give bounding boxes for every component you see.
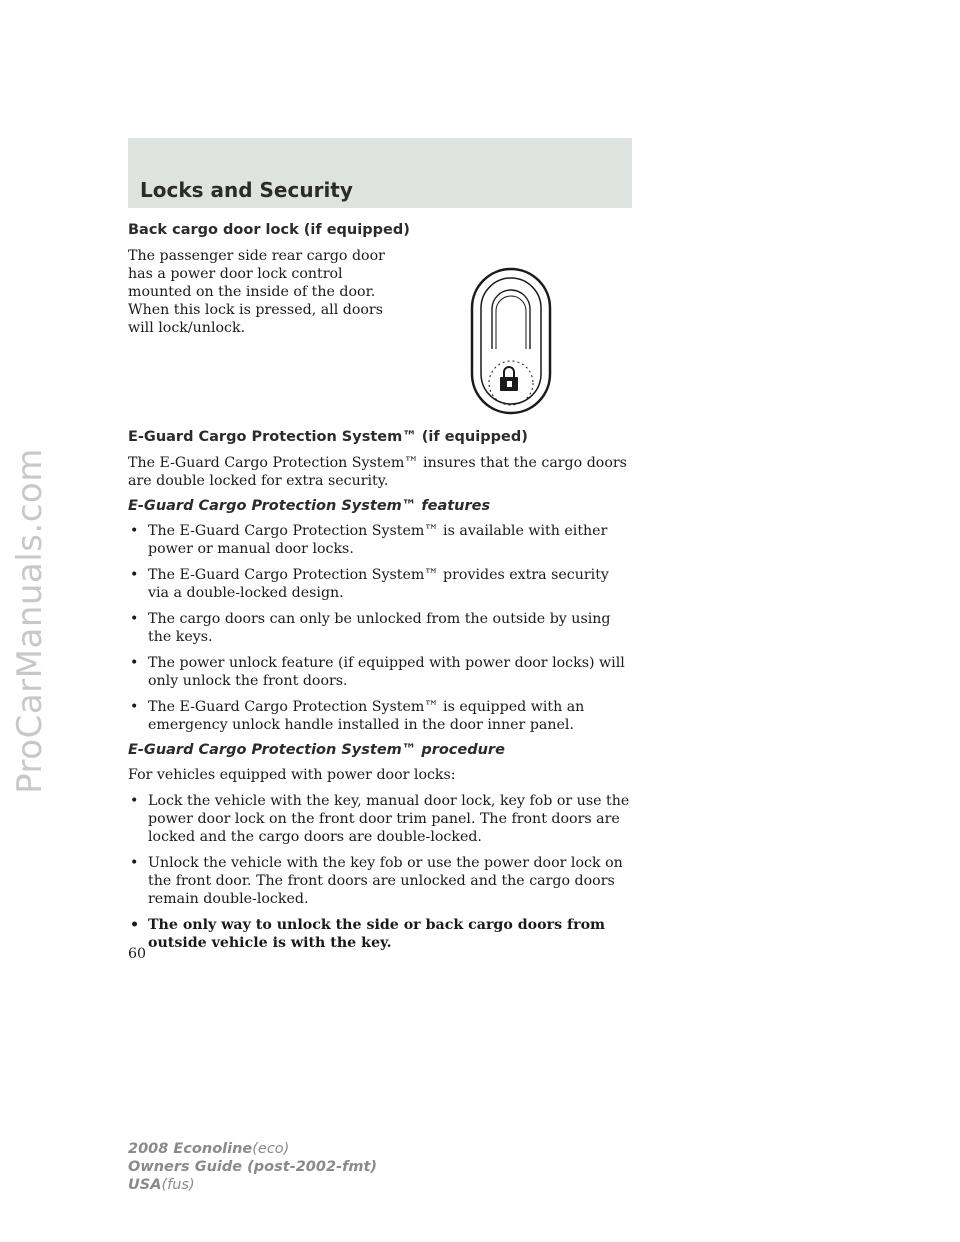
procedure-intro: For vehicles equipped with power door locks: [128,767,456,783]
page-title: Locks and Security [140,178,353,202]
footer-line-2: Owners Guide (post-2002-fmt) [128,1159,378,1175]
procedure-list [128,792,632,952]
features-list [128,522,632,734]
page-number: 60 [128,946,147,962]
watermark [0,0,60,1242]
door-lock-switch-illustration [470,267,552,415]
list-item: • The power unlock feature (if equipped with power door locks) will only unlock the front doors. [128,654,632,690]
back-cargo-text: The passenger side rear cargo door has a power door lock control mounted on the inside of the door. When this lock is pressed, all doors will lock/unlock. [128,248,385,336]
list-item: • The cargo doors can only be unlocked from the outside by using the keys. [128,610,632,646]
eguard-heading: E-Guard Cargo Protection System™ (if equipped) [128,429,528,445]
list-item: • The E-Guard Cargo Protection System™ provides extra security via a double-locked design. [128,566,632,602]
footer-line-3: USA(fus) [128,1177,195,1193]
list-item: • The E-Guard Cargo Protection System™ is equipped with an emergency unlock handle installed in the door inner panel. [128,698,632,734]
document-footer [128,1140,377,1194]
footer-line-1: 2008 Econoline(eco) [128,1141,290,1157]
list-item: • Unlock the vehicle with the key fob or use the power door lock on the front door. The front doors are unlocked and the cargo doors remain double-locked. [128,854,632,908]
page-content [128,222,632,960]
back-cargo-section [128,247,632,415]
watermark-text: ProCarManuals.com [10,448,50,794]
procedure-heading: E-Guard Cargo Protection System™ procedure [128,742,505,758]
list-item: • The E-Guard Cargo Protection System™ is available with either power or manual door locks. [128,522,632,558]
eguard-text: The E-Guard Cargo Protection System™ insures that the cargo doors are double locked for extra security. [128,455,627,489]
list-item: • The only way to unlock the side or back cargo doors from outside vehicle is with the key. [128,916,632,952]
features-heading: E-Guard Cargo Protection System™ features [128,498,491,514]
back-cargo-heading: Back cargo door lock (if equipped) [128,222,410,238]
section-header-band [128,138,632,208]
list-item: • Lock the vehicle with the key, manual door lock, key fob or use the power door lock on the front door trim panel. The front doors are locked and the cargo doors are double-locked. [128,792,632,846]
